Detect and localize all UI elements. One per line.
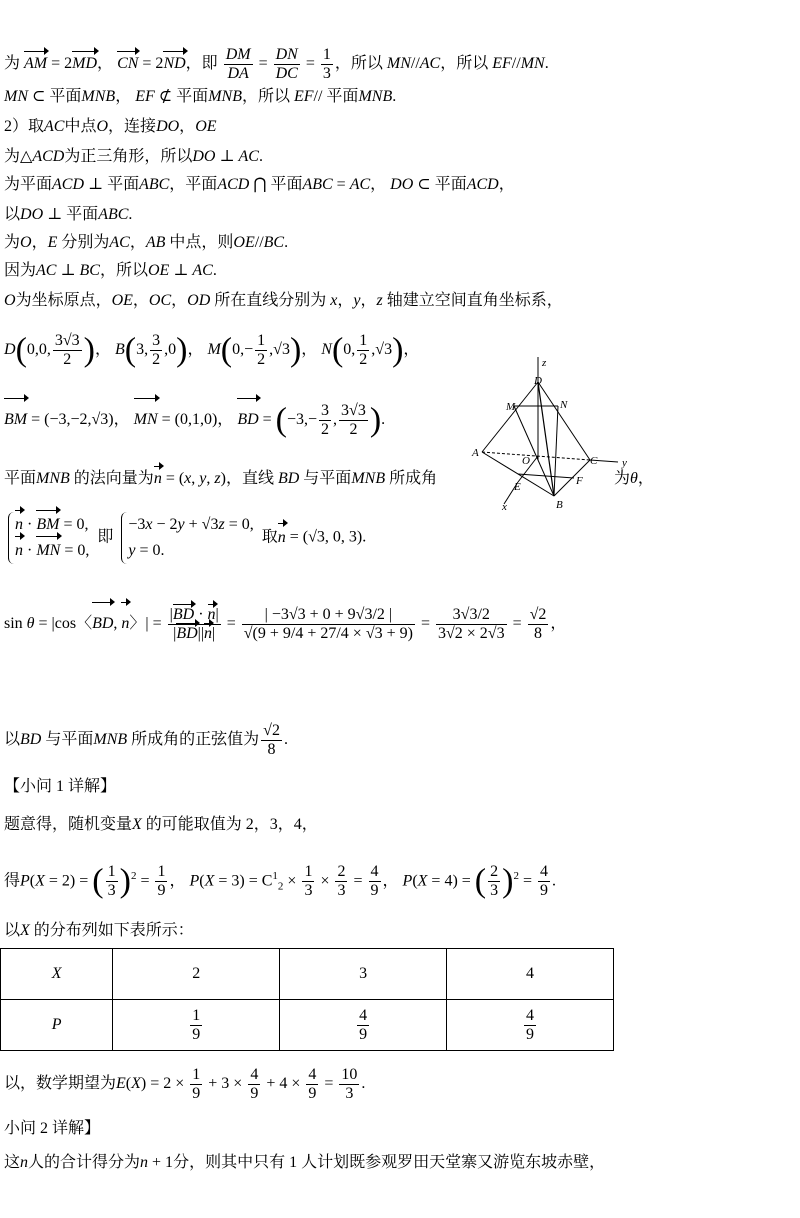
system-line: n · BM = 0, n · MN = 0, 即 −3x − 2y + √3z = 0, y = 0. 取n = (√3, 0, 3).	[4, 512, 366, 564]
table-row	[1, 949, 614, 1000]
text-line-1: 为 AM = 2MD， CN = 2ND，即 $\frac{DM}{DA}$ = $\frac{DN}{DC}$ = $\frac{1}{3}$ ，所以 MN//AC，所以 EF//MN.	[4, 46, 549, 82]
fig-label-N: N	[560, 399, 568, 411]
section-heading-1: 【小问 1 详解】	[4, 778, 117, 795]
text-line-4: 为△ACD为正三角形，所以DO ⊥ AC.	[4, 148, 263, 165]
table-cell: $\frac{4}{9}$	[280, 1000, 447, 1051]
text-line-2: MN ⊂ 平面MNB， EF ⊄ 平面MNB，所以 EF// 平面MNB.	[4, 88, 397, 105]
table-header-cell: 3	[280, 949, 447, 1000]
expectation-line: 以，数学期望为E(X) = 2 × $\frac{1}{9}$ + 3 × $\frac{4}{9}$ + 4 × $\frac{4}{9}$ = $\frac{10}{3}$ .	[4, 1065, 366, 1102]
fig-label-F: F	[576, 475, 583, 487]
text-line-8: 因为AC ⊥ BC，所以OE ⊥ AC.	[4, 262, 217, 279]
table-header-cell: X	[1, 949, 113, 1000]
section-heading-2: 小问 2 详解】	[4, 1120, 101, 1137]
sin-theta-line: sin θ = |cos〈BD, n〉| = $\frac{|BD \cdot n|}{|BD||n|}$ = $\frac{| -3√3 + 0 + 9√3/2 |}{√(9 + 9/4 + 27/4 \times √3 + 9)}$ = $\frac{3√3/2}{3√2 \times 2√3}$ = $\frac{√2}{8}$ ，	[4, 604, 566, 644]
vectors-line: BM = (−3,−2,√3)， MN = (0,1,0)， BD = (−3,− $\frac{3}{2}$ , $\frac{3√3}{2}$ ).	[4, 401, 386, 439]
fig-label-E: E	[514, 481, 521, 493]
text-line-random-variable: 题意得，随机变量X 的可能取值为 2，3，4，	[4, 816, 318, 833]
text-line-9: O为坐标原点，OE，OC，OD 所在直线分别为 x，y，z 轴建立空间直角坐标系，	[4, 292, 563, 309]
distribution-table	[0, 948, 614, 1051]
fig-label-M: M	[506, 401, 516, 413]
table-cell: $\frac{4}{9}$	[447, 1000, 614, 1051]
table-cell: P	[1, 1000, 113, 1051]
text-line-3: 2）取AC中点O，连接DO，OE	[4, 118, 217, 135]
sine-result-line: 以BD 与平面MNB 所成角的正弦值为 $\frac{√2}{8}$ .	[4, 721, 288, 758]
table-header-cell: 2	[113, 949, 280, 1000]
fig-label-x: x	[502, 501, 507, 512]
theta-label: 为θ，	[614, 470, 654, 487]
fig-label-B: B	[556, 499, 563, 511]
text-line-6: 以DO ⊥ 平面ABC.	[4, 206, 133, 223]
fig-label-A: A	[472, 447, 479, 459]
text-line-5: 为平面ACD ⊥ 平面ABC，平面ACD ⋂ 平面ABC = AC， DO ⊂ 平面ACD，	[4, 176, 515, 193]
fig-label-z: z	[542, 357, 547, 369]
table-cell: $\frac{1}{9}$	[113, 1000, 280, 1051]
table-row	[1, 1000, 614, 1051]
fig-label-y: y	[622, 457, 627, 469]
fig-label-C: C	[590, 455, 598, 467]
text-line-7: 为O，E 分别为AC，AB 中点，则OE//BC.	[4, 234, 289, 251]
fig-label-O: O	[522, 455, 530, 467]
fig-label-D: D	[534, 375, 542, 387]
text-line-final: 这n人的合计得分为n + 1分，则其中只有 1 人计划既参观罗田天堂寨又游览东坡赤壁，	[4, 1154, 606, 1171]
table-header-cell: 4	[447, 949, 614, 1000]
coordinates-line: D(0,0, $\frac{3√3}{2}$ )， B(3, $\frac{3}{2}$ ,0)， M(0,− $\frac{1}{2}$ ,√3)， N(0, $\frac{1}{2}$ ,√3)，	[4, 331, 420, 369]
probability-line: 得P(X = 2) = ( $\frac{1}{3}$ )$^2$ = $\frac{1}{9}$ ， $P(X = 3) = C^1_2$ × $\frac{1}{3}$ × $\frac{2}{3}$ = $\frac{4}{9}$ ， P(X = 4) = ( $\frac{2}{3}$ )$^2$ = $\frac{4}{9}$ .	[4, 862, 556, 900]
text-line-distribution: 以X 的分布列如下表所示：	[4, 922, 194, 939]
normal-vector-line: 平面MNB 的法向量为n = (x, y, z)，直线 BD 与平面MNB 所成角	[4, 468, 437, 490]
